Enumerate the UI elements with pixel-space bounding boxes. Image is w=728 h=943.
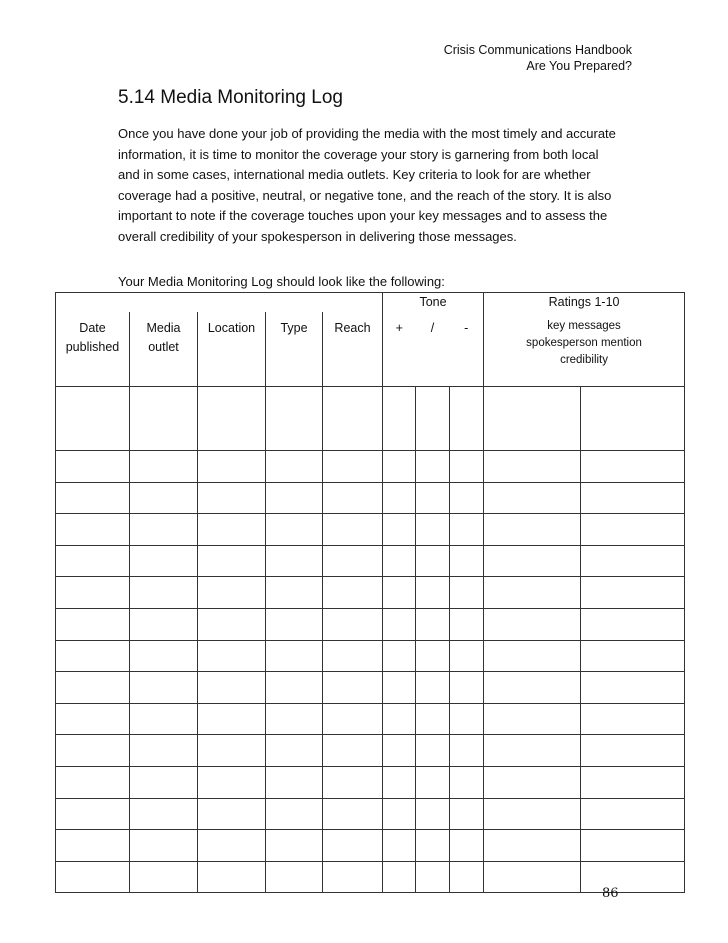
table-cell[interactable] (323, 514, 383, 546)
table-cell[interactable] (484, 861, 581, 893)
table-cell[interactable] (383, 451, 416, 483)
table-cell[interactable] (323, 798, 383, 830)
table-cell[interactable] (323, 766, 383, 798)
table-cell[interactable] (198, 830, 266, 862)
table-cell[interactable] (198, 735, 266, 767)
table-cell[interactable] (581, 387, 685, 451)
table-cell[interactable] (323, 577, 383, 609)
table-cell[interactable] (56, 577, 130, 609)
table-row (56, 577, 685, 609)
table-cell[interactable] (130, 387, 198, 451)
table-cell[interactable] (450, 830, 484, 862)
table-cell[interactable] (130, 514, 198, 546)
table-cell[interactable] (56, 766, 130, 798)
table-cell[interactable] (56, 861, 130, 893)
table-cell[interactable] (450, 640, 484, 672)
table-cell[interactable] (56, 545, 130, 577)
body-paragraph: Once you have done your job of providing the media with the most timely and accurate information, it is time to monitor the coverage your story is garnering from both local and in some cases, international media outlets. Key criteria to look for are whether coverage had a positive, neutral, or negative tone, and the reach of the story. It is also important to note if the coverage touches upon your key messages and to assess the overall credibility of your spokesperson in delivering those messages. (118, 126, 616, 244)
table-cell[interactable] (130, 608, 198, 640)
tone-header: Tone (383, 293, 484, 313)
table-row (56, 798, 685, 830)
table-cell[interactable] (581, 451, 685, 483)
table-cell[interactable] (266, 672, 323, 704)
table-cell[interactable] (56, 672, 130, 704)
table-cell[interactable] (130, 451, 198, 483)
table-cell[interactable] (416, 703, 450, 735)
table-cell[interactable] (416, 735, 450, 767)
table-cell[interactable] (416, 640, 450, 672)
table-cell[interactable] (266, 830, 323, 862)
table-cell[interactable] (450, 703, 484, 735)
table-cell[interactable] (416, 514, 450, 546)
table-cell[interactable] (198, 703, 266, 735)
table-cell[interactable] (416, 482, 450, 514)
table-cell[interactable] (56, 735, 130, 767)
table-cell[interactable] (581, 482, 685, 514)
table-cell[interactable] (383, 703, 416, 735)
table-cell[interactable] (484, 703, 581, 735)
rating-key-messages: key messages (547, 320, 621, 332)
table-cell[interactable] (450, 514, 484, 546)
table-row (56, 451, 685, 483)
published-label: published (65, 340, 120, 354)
table-cell[interactable] (484, 451, 581, 483)
date-label: Date (79, 321, 106, 335)
table-cell[interactable] (198, 798, 266, 830)
table-row (56, 640, 685, 672)
table-row (56, 514, 685, 546)
table-cell[interactable] (198, 766, 266, 798)
table-cell[interactable] (56, 798, 130, 830)
table-cell[interactable] (198, 672, 266, 704)
table-cell[interactable] (484, 387, 581, 451)
table-row (56, 830, 685, 862)
media-outlet-header (130, 312, 198, 387)
table-cell[interactable] (450, 387, 484, 451)
section-title: 5.14 Media Monitoring Log (118, 87, 343, 108)
table-row (56, 672, 685, 704)
table-cell[interactable] (383, 830, 416, 862)
table-cell[interactable] (266, 482, 323, 514)
table-cell[interactable] (130, 577, 198, 609)
table-cell[interactable] (323, 482, 383, 514)
table-cell[interactable] (416, 545, 450, 577)
table-cell[interactable] (130, 861, 198, 893)
table-cell[interactable] (416, 608, 450, 640)
table-cell[interactable] (484, 830, 581, 862)
table-cell[interactable] (130, 735, 198, 767)
table-cell[interactable] (581, 703, 685, 735)
table-cell[interactable] (383, 387, 416, 451)
handbook-title: Crisis Communications Handbook (443, 43, 632, 57)
table-cell[interactable] (383, 608, 416, 640)
table-cell[interactable] (323, 640, 383, 672)
table-cell[interactable] (56, 387, 130, 451)
table-cell[interactable] (484, 608, 581, 640)
table-cell[interactable] (130, 640, 198, 672)
outlet-label: outlet (148, 340, 179, 354)
header-row-2 (56, 312, 685, 387)
table-cell[interactable] (323, 672, 383, 704)
table-cell[interactable] (383, 640, 416, 672)
table-cell[interactable] (450, 451, 484, 483)
table-cell[interactable] (323, 735, 383, 767)
table-cell[interactable] (198, 482, 266, 514)
table-cell[interactable] (266, 514, 323, 546)
table-cell[interactable] (266, 608, 323, 640)
table-cell[interactable] (450, 766, 484, 798)
table-row (56, 766, 685, 798)
table-cell[interactable] (56, 514, 130, 546)
running-header (444, 42, 632, 74)
table-cell[interactable] (266, 545, 323, 577)
table-cell[interactable] (383, 577, 416, 609)
table-cell[interactable] (450, 861, 484, 893)
table-cell[interactable] (56, 703, 130, 735)
table-cell[interactable] (56, 830, 130, 862)
table-cell[interactable] (130, 798, 198, 830)
reach-header: Reach (323, 312, 383, 387)
table-cell[interactable] (416, 387, 450, 451)
handbook-subtitle: Are You Prepared? (526, 59, 632, 73)
table-cell[interactable] (266, 387, 323, 451)
table-row (56, 387, 685, 451)
table-cell[interactable] (581, 577, 685, 609)
table-cell[interactable] (484, 482, 581, 514)
table-row (56, 608, 685, 640)
table-cell[interactable] (450, 482, 484, 514)
date-published-header (56, 312, 130, 387)
table-cell[interactable] (581, 640, 685, 672)
table-cell[interactable] (581, 514, 685, 546)
table-cell[interactable] (383, 545, 416, 577)
table-cell[interactable] (266, 703, 323, 735)
table-cell[interactable] (581, 861, 685, 893)
table-cell[interactable] (581, 735, 685, 767)
table-cell[interactable] (484, 735, 581, 767)
table-cell[interactable] (198, 640, 266, 672)
table-cell[interactable] (484, 798, 581, 830)
table-cell[interactable] (416, 861, 450, 893)
table-cell[interactable] (484, 514, 581, 546)
table-cell[interactable] (581, 608, 685, 640)
table-cell[interactable] (416, 451, 450, 483)
table-cell[interactable] (416, 798, 450, 830)
table-cell[interactable] (581, 545, 685, 577)
table-cell[interactable] (323, 608, 383, 640)
table-row (56, 482, 685, 514)
table-cell[interactable] (581, 798, 685, 830)
table-cell[interactable] (323, 545, 383, 577)
location-header: Location (198, 312, 266, 387)
media-label: Media (146, 321, 181, 335)
table-cell[interactable] (130, 766, 198, 798)
table-cell[interactable] (56, 482, 130, 514)
table-cell[interactable] (198, 451, 266, 483)
table-cell[interactable] (581, 766, 685, 798)
table-cell[interactable] (323, 451, 383, 483)
table-cell[interactable] (266, 577, 323, 609)
table-cell[interactable] (266, 640, 323, 672)
table-cell[interactable] (198, 861, 266, 893)
table-cell[interactable] (416, 766, 450, 798)
table-cell[interactable] (383, 482, 416, 514)
table-cell[interactable] (450, 545, 484, 577)
table-row (56, 545, 685, 577)
table-cell[interactable] (130, 703, 198, 735)
table-cell[interactable] (450, 798, 484, 830)
table-cell[interactable] (416, 577, 450, 609)
header-row-1 (56, 293, 685, 313)
table-cell[interactable] (198, 514, 266, 546)
table-cell[interactable] (266, 735, 323, 767)
page-number: 86 (602, 886, 619, 901)
table-cell[interactable] (383, 672, 416, 704)
table-cell[interactable] (484, 766, 581, 798)
table-cell[interactable] (130, 482, 198, 514)
table-cell[interactable] (383, 766, 416, 798)
table-cell[interactable] (416, 672, 450, 704)
table-cell[interactable] (581, 672, 685, 704)
table-cell[interactable] (198, 608, 266, 640)
table-cell[interactable] (581, 830, 685, 862)
table-cell[interactable] (130, 672, 198, 704)
table-cell[interactable] (266, 861, 323, 893)
table-row (56, 861, 685, 893)
table-cell[interactable] (383, 861, 416, 893)
table-cell[interactable] (56, 608, 130, 640)
type-header: Type (266, 312, 323, 387)
table-cell[interactable] (266, 798, 323, 830)
table-intro: Your Media Monitoring Log should look like the following: (118, 274, 445, 289)
table-cell[interactable] (323, 703, 383, 735)
rating-spokesperson-mention: spokesperson mention (526, 337, 642, 349)
table-cell[interactable] (130, 545, 198, 577)
table-cell[interactable] (484, 577, 581, 609)
table-cell[interactable] (56, 640, 130, 672)
table-cell[interactable] (484, 672, 581, 704)
table-cell[interactable] (198, 387, 266, 451)
table-cell[interactable] (198, 577, 266, 609)
table-cell[interactable] (266, 766, 323, 798)
tone-positive-header: + (383, 312, 416, 387)
tone-neutral-header: / (416, 312, 450, 387)
ratings-header: Ratings 1-10 (484, 293, 685, 313)
table-cell[interactable] (484, 545, 581, 577)
table-cell[interactable] (266, 451, 323, 483)
table-cell[interactable] (323, 387, 383, 451)
table-cell[interactable] (450, 577, 484, 609)
table-cell[interactable] (323, 861, 383, 893)
table-cell[interactable] (450, 672, 484, 704)
rating-credibility: credibility (560, 354, 608, 366)
table-cell[interactable] (383, 735, 416, 767)
table-cell[interactable] (56, 451, 130, 483)
table-cell[interactable] (383, 514, 416, 546)
table-cell[interactable] (484, 640, 581, 672)
table-cell[interactable] (198, 545, 266, 577)
media-monitoring-table (55, 292, 685, 893)
table-cell[interactable] (383, 798, 416, 830)
table-row (56, 735, 685, 767)
table-row (56, 703, 685, 735)
ratings-criteria-header (484, 312, 685, 387)
table-cell[interactable] (450, 608, 484, 640)
table-cell[interactable] (416, 830, 450, 862)
table-cell[interactable] (130, 830, 198, 862)
table-cell[interactable] (450, 735, 484, 767)
table-cell[interactable] (323, 830, 383, 862)
tone-negative-header: - (450, 312, 484, 387)
